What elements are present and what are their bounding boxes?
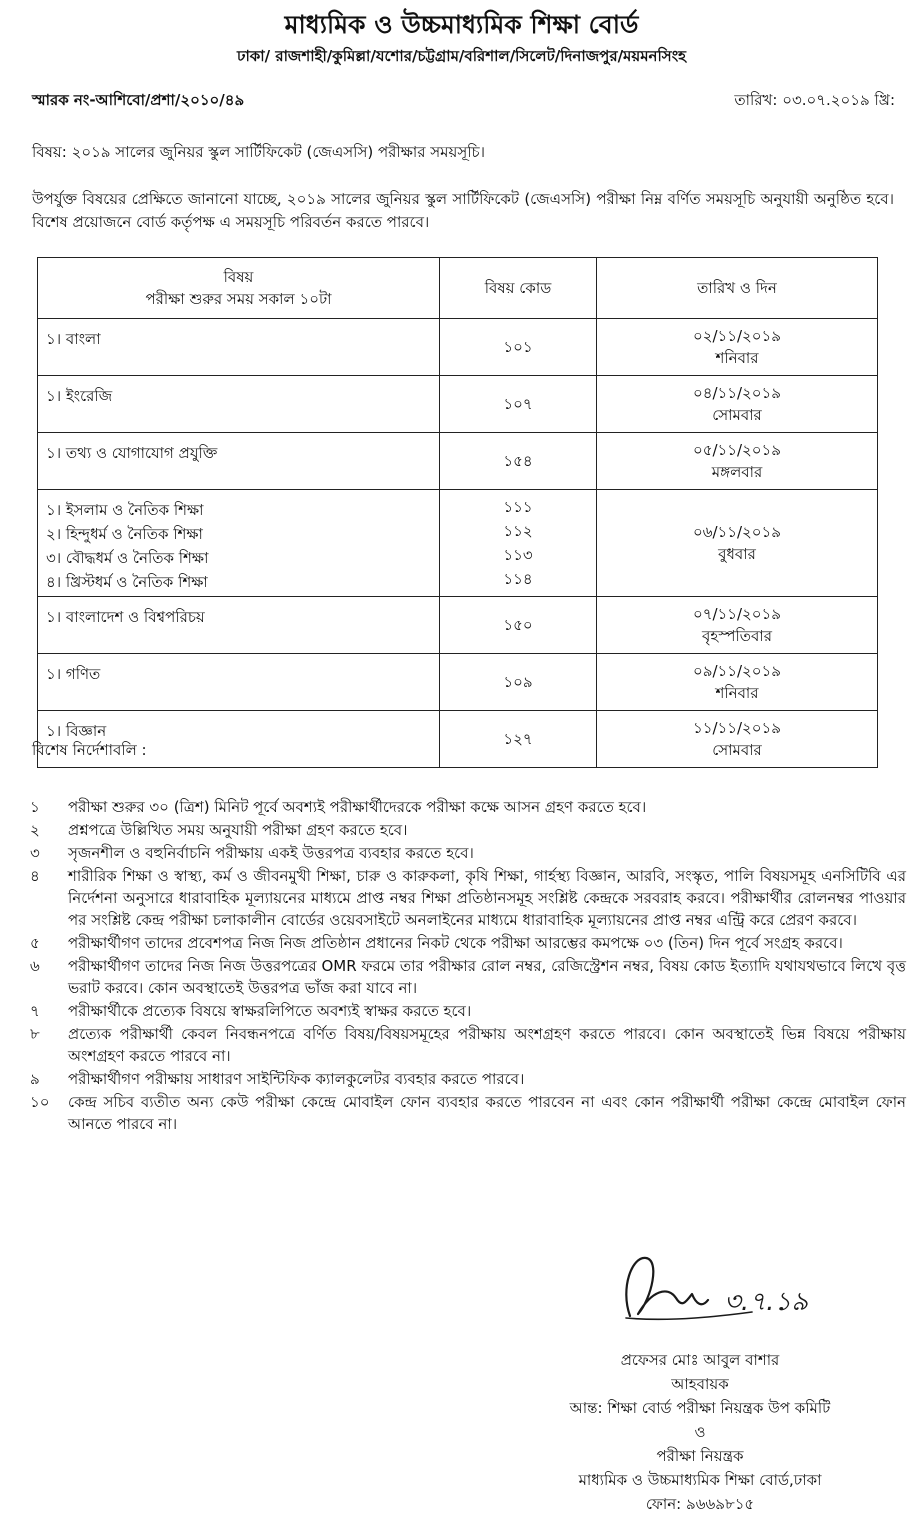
subject-name: ১। তথ্য ও যোগাযোগ প্রযুক্তি: [46, 444, 218, 462]
instruction-number: ৩: [30, 844, 40, 862]
exam-date: ০২/১১/২০১৯: [692, 327, 782, 345]
instruction-text: সৃজনশীল ও বহুনির্বাচনি পরীক্ষায় একই উত্তরপত্র ব্যবহার করতে হবে।: [68, 844, 474, 862]
subject-code: ১১১: [503, 498, 533, 516]
instruction-number: ৯: [30, 1070, 40, 1088]
instruction-item: [30, 796, 906, 818]
subject-name: ৩। বৌদ্ধধর্ম ও নৈতিক শিক্ষা: [46, 549, 209, 567]
instruction-number: ১: [30, 798, 40, 816]
exam-date: ১১/১১/২০১৯: [692, 719, 781, 737]
instruction-item: [30, 819, 906, 841]
notice-intro: উপর্যুক্ত বিষয়ের প্রেক্ষিতে জানানো যাচ্ছে, ২০১৯ সালের জুনিয়র স্কুল সার্টিফিকেট (জেএসসি) পরীক্ষা নিম্ন বর্ণিত সময়সূচি অনুযায়ী অনুষ্ঠিত হবে। বিশেষ প্রয়োজনে বোর্ড কর্তৃপক্ষ এ সময়সূচি পরিবর্তন করতে পারবে।: [32, 190, 894, 231]
header-date-cell: [597, 258, 878, 319]
subject-code: ১১৪: [503, 570, 533, 588]
subject-cell: [38, 490, 440, 597]
date-cell: [597, 490, 878, 597]
signatory-and: ও: [694, 1423, 706, 1441]
instruction-item: [30, 1000, 906, 1022]
memo-number: স্মারক নং-আশিবো/প্রশা/২০১০/৪৯: [32, 91, 245, 109]
subject-cell: [38, 319, 440, 376]
subject-code: ১০১: [503, 338, 533, 356]
signatory-title: পরীক্ষা নিয়ন্ত্রক: [656, 1447, 744, 1465]
table-row: [38, 654, 878, 711]
instruction-item: [30, 1023, 906, 1067]
signatory-phone: ফোন: ৯৬৬৯৮১৫: [645, 1495, 755, 1513]
table-row: [38, 490, 878, 597]
subject-code: ১১২: [503, 522, 533, 540]
instruction-item: [30, 1091, 906, 1135]
exam-schedule-table: [37, 257, 878, 768]
table-row: [38, 376, 878, 433]
subject-code: ১১৩: [503, 546, 533, 564]
date-cell: [597, 433, 878, 490]
instruction-number: ৪: [30, 867, 40, 885]
instruction-text: পরীক্ষার্থীগণ তাদের প্রবেশপত্র নিজ নিজ প্রতিষ্ঠান প্রধানের নিকট থেকে পরীক্ষা আরম্ভের কমপক্ষে ০৩ (তিন) দিন পূর্বে সংগ্রহ করবে।: [68, 934, 843, 952]
notice-date: তারিখ: ০৩.০৭.২০১৯ খ্রি:: [734, 91, 895, 109]
instruction-item: [30, 955, 906, 999]
signatory-name: প্রফেসর মোঃ আবুল বাশার: [620, 1351, 780, 1369]
subject-code: ১০৯: [503, 673, 533, 691]
table-row: [38, 711, 878, 768]
subject-code: ১৫৪: [503, 452, 533, 470]
board-cities: ঢাকা/ রাজশাহী/কুমিল্লা/যশোর/চট্টগ্রাম/বরিশাল/সিলেট/দিনাজপুর/ময়মনসিংহ: [236, 47, 687, 65]
code-cell: [440, 490, 597, 597]
exam-date: ০৫/১১/২০১৯: [692, 441, 782, 459]
exam-date: ০৪/১১/২০১৯: [692, 384, 782, 402]
instruction-text: পরীক্ষা শুরুর ৩০ (ত্রিশ) মিনিট পূর্বে অবশ্যই পরীক্ষার্থীদেরকে পরীক্ষা কক্ষে আসন গ্রহণ করতে হবে।: [68, 798, 647, 816]
code-cell: [440, 654, 597, 711]
instruction-number: ৫: [30, 934, 40, 952]
instruction-text: প্রশ্নপত্রে উল্লিখিত সময় অনুযায়ী পরীক্ষা গ্রহণ করতে হবে।: [68, 821, 408, 839]
instruction-number: ৭: [30, 1002, 40, 1020]
subject-cell: [38, 597, 440, 654]
subject-cell: [38, 376, 440, 433]
instructions-heading: বিশেষ নির্দেশাবলি :: [32, 741, 147, 759]
date-cell: [597, 711, 878, 768]
signatory-role: আহবায়ক: [671, 1375, 729, 1393]
header-subject-cell: [38, 258, 440, 319]
code-cell: [440, 711, 597, 768]
instruction-text: শারীরিক শিক্ষা ও স্বাস্থ্য, কর্ম ও জীবনমুখী শিক্ষা, চারু ও কারুকলা, কৃষি শিক্ষা, গার্হস্থ্য বিজ্ঞান, আরবি, সংস্কৃত, পালি বিষয়সমূহ এনসিটিবি এর নির্দেশনা অনুসারে ধারাবাহিক মূল্যায়নের মাধ্যমে প্রাপ্ত নম্বর শিক্ষা প্রতিষ্ঠানসমূহ সংশ্লিষ্ট কেন্দ্রকে সরবরাহ করবে। পরীক্ষার্থীর রোলনম্বর পাওয়ার পর সংশ্লিষ্ট কেন্দ্র পরীক্ষা চলাকালীন বোর্ডের ওয়েবসাইটে অনলাইনের মাধ্যমে ধারাবাহিক মূল্যায়নের প্রাপ্ত নম্বর এন্ট্রি করে প্রেরণ করবে।: [68, 867, 906, 929]
subject-name: ২। হিন্দুধর্ম ও নৈতিক শিক্ষা: [46, 525, 203, 543]
date-cell: [597, 319, 878, 376]
subject-code: ১৫০: [503, 616, 533, 634]
instruction-number: ২: [30, 821, 40, 839]
subject-name: ১। ইসলাম ও নৈতিক শিক্ষা: [46, 501, 204, 519]
table-header-row: [38, 258, 878, 319]
exam-date: ০৯/১১/২০১৯: [692, 662, 782, 680]
instruction-number: ৬: [30, 957, 40, 975]
date-cell: [597, 654, 878, 711]
subject-name: ১। গণিত: [46, 665, 101, 683]
board-title: মাধ্যমিক ও উচ্চমাধ্যমিক শিক্ষা বোর্ড: [284, 10, 639, 39]
instruction-text: প্রত্যেক পরীক্ষার্থী কেবল নিবন্ধনপত্রে বর্ণিত বিষয়/বিষয়সমূহের পরীক্ষায় অংশগ্রহণ করতে পারবে। কোন অবস্থাতেই ভিন্ন বিষয়ে পরীক্ষায় অংশগ্রহণ করতে পারবে না।: [68, 1025, 906, 1065]
instruction-text: পরীক্ষার্থীকে প্রত্যেক বিষয়ে স্বাক্ষরলিপিতে অবশ্যই স্বাক্ষর করতে হবে।: [68, 1002, 472, 1020]
instruction-text: কেন্দ্র সচিব ব্যতীত অন্য কেউ পরীক্ষা কেন্দ্রে মোবাইল ফোন ব্যবহার করতে পারবেন না এবং কোন পরীক্ষার্থী পরীক্ষা কেন্দ্রে মোবাইল ফোন আনতে পারবে না।: [68, 1093, 906, 1133]
code-cell: [440, 597, 597, 654]
table-row: [38, 597, 878, 654]
exam-day: মঙ্গলবার: [711, 463, 763, 481]
instruction-item: [30, 865, 906, 931]
signatory-committee: আন্ত: শিক্ষা বোর্ড পরীক্ষা নিয়ন্ত্রক উপ কমিটি: [569, 1399, 831, 1417]
header-date: তারিখ ও দিন: [697, 279, 777, 297]
exam-day: বুধবার: [718, 545, 756, 563]
table-row: [38, 319, 878, 376]
header-subject: বিষয়: [223, 268, 254, 286]
header-code-cell: [440, 258, 597, 319]
code-cell: [440, 319, 597, 376]
instructions-list: [30, 796, 906, 1136]
instruction-text: পরীক্ষার্থীগণ পরীক্ষায় সাধারণ সাইন্টিফিক ক্যালকুলেটর ব্যবহার করতে পারবে।: [68, 1070, 525, 1088]
table-row: [38, 433, 878, 490]
code-cell: [440, 376, 597, 433]
instruction-item: [30, 932, 906, 954]
subject-name: ১। বাংলাদেশ ও বিশ্বপরিচয়: [46, 608, 205, 626]
instruction-item: [30, 842, 906, 864]
exam-date: ০৬/১১/২০১৯: [692, 523, 782, 541]
subject-code: ১২৭: [503, 730, 533, 748]
instruction-item: [30, 1068, 906, 1090]
signatory-board: মাধ্যমিক ও উচ্চমাধ্যমিক শিক্ষা বোর্ড,ঢাকা: [578, 1471, 822, 1489]
notice-subject: বিষয়: ২০১৯ সালের জুনিয়র স্কুল সার্টিফিকেট (জেএসসি) পরীক্ষার সময়সূচি।: [32, 143, 485, 161]
subject-code: ১০৭: [503, 395, 533, 413]
exam-date: ০৭/১১/২০১৯: [692, 605, 782, 623]
subject-cell: [38, 654, 440, 711]
exam-day: বৃহস্পতিবার: [702, 627, 772, 645]
instruction-number: ৮: [30, 1025, 40, 1043]
exam-day: সোমবার: [712, 406, 762, 424]
handwritten-signature: [612, 1228, 882, 1348]
date-cell: [597, 376, 878, 433]
header-code: বিষয় কোড: [484, 279, 552, 297]
subject-name: ৪। খ্রিস্টধর্ম ও নৈতিক শিক্ষা: [46, 573, 208, 591]
subject-name: ১। বাংলা: [46, 330, 101, 348]
svg-text:৩.৭.১৯: ৩.৭.১৯: [724, 1287, 809, 1317]
code-cell: [440, 433, 597, 490]
subject-name: ১। বিজ্ঞান: [46, 722, 107, 740]
header-subject-sub: পরীক্ষা শুরুর সময় সকাল ১০টা: [145, 290, 332, 308]
exam-day: শনিবার: [715, 349, 759, 367]
signatory-block: [500, 1348, 900, 1516]
subject-cell: [38, 433, 440, 490]
exam-day: শনিবার: [715, 684, 759, 702]
subject-name: ১। ইংরেজি: [46, 387, 113, 405]
exam-day: সোমবার: [712, 741, 762, 759]
date-cell: [597, 597, 878, 654]
instruction-number: ১০: [30, 1093, 50, 1111]
instruction-text: পরীক্ষার্থীগণ তাদের নিজ নিজ উত্তরপত্রের OMR ফরমে তার পরীক্ষার রোল নম্বর, রেজিস্ট্রেশন নম্বর, বিষয় কোড ইত্যাদি যথাযথভাবে লিখে বৃত্ত ভরাট করবে। কোন অবস্থাতেই উত্তরপত্র ভাঁজ করা যাবে না।: [68, 957, 906, 997]
